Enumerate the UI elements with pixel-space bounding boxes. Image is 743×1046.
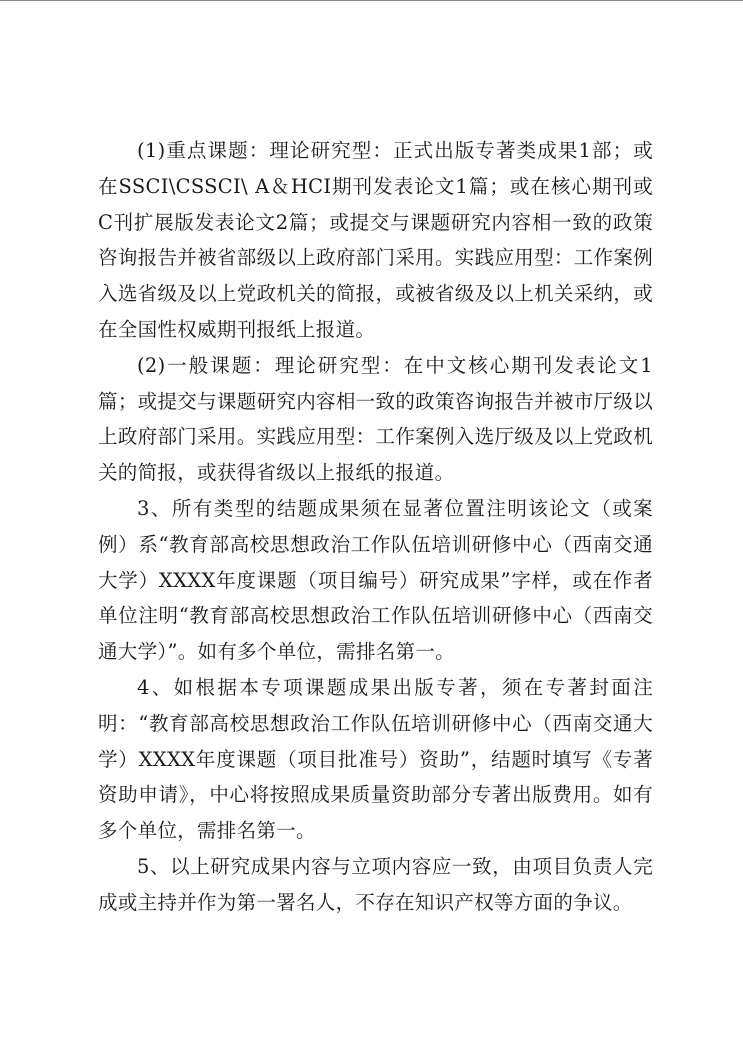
paragraph-general-project-requirements: (2)一般课题：理论研究型：在中文核心期刊发表论文1篇；或提交与课题研究内容相一致的政策咨询报告并被市厅级以上政府部门采用。实践应用型：工作案例入选厅级及以上党政机关的简报，或获得省级以上报纸的报道。: [98, 353, 653, 485]
page-top-border: [0, 0, 743, 1]
document-body: [98, 133, 653, 921]
paragraph-attribution-notice: 3、所有类型的结题成果须在显著位置注明该论文（或案例）系“教育部高校思想政治工作队伍培训研修中心（西南交通大学）XXXX年度课题（项目编号）研究成果”字样，或在作者单位注明“教育部高校思想政治工作队伍培训研修中心（西南交通大学）”。如有多个单位，需排名第一。: [98, 496, 653, 664]
paragraph-key-project-requirements: (1)重点课题：理论研究型：正式出版专著类成果1部；或在SSCI\CSSCI\ A＆HCI期刊发表论文1篇；或在核心期刊或C刊扩展版发表论文2篇；或提交与课题研究内容相一致的政策咨询报告并被省部级以上政府部门采用。实践应用型：工作案例入选省级及以上党政机关的简报，或被省级及以上机关采纳，或在全国性权威期刊报纸上报道。: [98, 139, 653, 341]
paragraph-monograph-funding: 4、如根据本专项课题成果出版专著，须在专著封面注明：“教育部高校思想政治工作队伍培训研修中心（西南交通大学）XXXX年度课题（项目批准号）资助”，结题时填写《专著资助申请》，中心将按照成果质量资助部分专著出版费用。如有多个单位，需排名第一。: [98, 675, 653, 843]
paragraph-authorship-consistency: 5、以上研究成果内容与立项内容应一致，由项目负责人完成或主持并作为第一署名人，不存在知识产权等方面的争议。: [98, 854, 653, 914]
